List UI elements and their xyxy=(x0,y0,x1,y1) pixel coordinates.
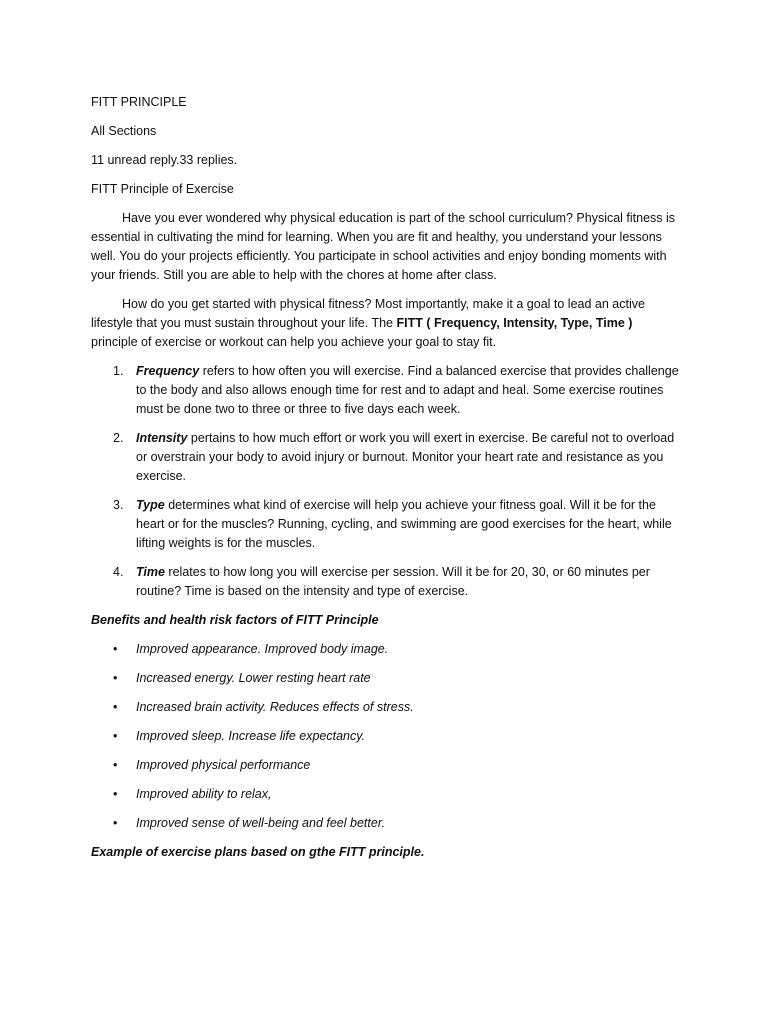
bullet-icon: • xyxy=(113,758,118,772)
list-item xyxy=(91,563,681,601)
bullet-icon: • xyxy=(113,816,118,830)
intro-paragraph: Have you ever wondered why physical education is part of the school curriculum? Physical fitness is essential in cultivating the mind for learning. When you are fit and healthy, you understand your lessons well. You do your projects efficiently. You participate in school activities and enjoy bonding moments with your friends. Still you are able to help with the chores at home after class. xyxy=(91,211,676,282)
list-number: 3. xyxy=(113,498,124,512)
list-item xyxy=(91,756,681,775)
bullet-icon: • xyxy=(113,787,118,801)
list-item xyxy=(91,785,681,804)
fitt-description: relates to how long you will exercise per session. Will it be for 20, 30, or 60 minutes per routine? Time is based on the intensity and type of exercise. xyxy=(136,565,650,598)
fitt-components-list xyxy=(91,362,681,601)
list-item xyxy=(91,429,681,486)
fitt-intro-text-before: How do you get started with physical fitness? Most importantly, make it a goal to lead an active lifestyle that you must sustain throughout your life. The xyxy=(91,297,645,330)
bullet-icon: • xyxy=(113,700,118,714)
section-subtitle: FITT Principle of Exercise xyxy=(91,182,234,196)
fitt-intro-paragraph xyxy=(91,295,681,352)
list-item xyxy=(91,669,681,688)
bullet-icon: • xyxy=(113,729,118,743)
sections-label: All Sections xyxy=(91,124,157,138)
list-item xyxy=(91,496,681,553)
list-item xyxy=(91,698,681,717)
bullet-icon: • xyxy=(113,671,118,685)
benefit-text: Improved sleep. Increase life expectancy. xyxy=(136,729,366,743)
benefit-text: Improved physical performance xyxy=(136,758,311,772)
benefit-text: Improved ability to relax, xyxy=(136,787,272,801)
list-item xyxy=(91,640,681,659)
benefits-heading: Benefits and health risk factors of FITT Principle xyxy=(91,613,379,627)
list-number: 2. xyxy=(113,431,124,445)
fitt-description: pertains to how much effort or work you will exert in exercise. Be careful not to overload or overstrain your body to avoid injury or burnout. Monitor your heart rate and resistance as you exercise. xyxy=(136,431,675,483)
document-title: FITT PRINCIPLE xyxy=(91,95,187,109)
fitt-description: determines what kind of exercise will help you achieve your fitness goal. Will it be for the heart or for the muscles? Running, cycling, and swimming are good exercises for the heart, while lifting weights is for the muscles. xyxy=(136,498,672,550)
document-content xyxy=(91,93,681,862)
fitt-term-frequency: Frequency xyxy=(136,364,200,378)
fitt-term-time: Time xyxy=(136,565,165,579)
list-item xyxy=(91,362,681,419)
benefit-text: Improved sense of well-being and feel better. xyxy=(136,816,385,830)
fitt-term-intensity: Intensity xyxy=(136,431,188,445)
fitt-description: refers to how often you will exercise. Find a balanced exercise that provides challenge to the body and also allows enough time for rest and to adapt and heal. Some exercise routines must be done two to three or three to five days each week. xyxy=(136,364,679,416)
list-number: 4. xyxy=(113,565,124,579)
fitt-term-type: Type xyxy=(136,498,165,512)
list-number: 1. xyxy=(113,364,124,378)
benefit-text: Improved appearance. Improved body image. xyxy=(136,642,389,656)
fitt-intro-text-after: principle of exercise or workout can help you achieve your goal to stay fit. xyxy=(91,335,497,349)
bullet-icon: • xyxy=(113,642,118,656)
list-item xyxy=(91,814,681,833)
benefit-text: Increased brain activity. Reduces effects of stress. xyxy=(136,700,414,714)
replies-count: 11 unread reply.33 replies. xyxy=(91,153,238,167)
fitt-acronym-definition: FITT ( Frequency, Intensity, Type, Time ) xyxy=(396,316,633,330)
benefit-text: Increased energy. Lower resting heart rate xyxy=(136,671,371,685)
example-heading: Example of exercise plans based on gthe FITT principle. xyxy=(91,845,425,859)
list-item xyxy=(91,727,681,746)
benefits-list xyxy=(91,640,681,833)
